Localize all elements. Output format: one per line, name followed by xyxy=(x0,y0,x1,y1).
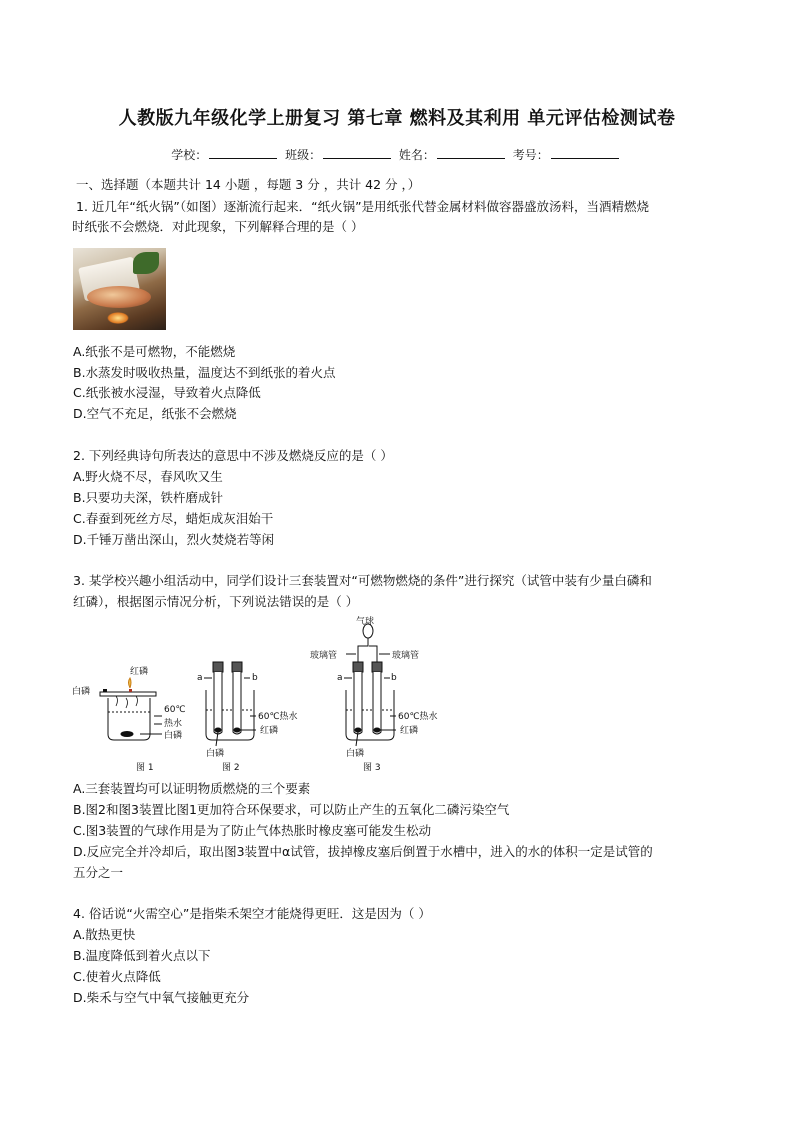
figure-3 xyxy=(344,624,396,746)
q3-stem-line2: 红磷），根据图示情况分析，下列说法错误的是（ ） xyxy=(73,594,359,609)
school-blank[interactable] xyxy=(209,147,277,159)
fig3-glass-left-label: 玻璃管 xyxy=(310,651,338,661)
beaker-2 xyxy=(206,690,254,740)
q2-option-c: C.春蚕到死丝方尽，蜡炬成灰泪始干 xyxy=(73,511,274,526)
copper-plate xyxy=(100,692,156,696)
fig1-temp-label: 60℃ xyxy=(164,705,186,715)
tube-b xyxy=(233,672,241,734)
q1-option-b: B.水蒸发时吸收热量，温度达不到纸张的着火点 xyxy=(73,365,336,380)
q3-option-a: A.三套装置均可以证明物质燃烧的三个要素 xyxy=(73,781,311,796)
fig1-caption: 图 1 xyxy=(136,763,154,773)
name-blank[interactable] xyxy=(437,147,505,159)
stopper-b xyxy=(232,662,242,672)
q2-stem: 2. 下列经典诗句所表达的意思中不涉及燃烧反应的是（ ） xyxy=(73,448,393,463)
q2-option-b: B.只要功夫深，铁杵磨成针 xyxy=(73,490,224,505)
fig1-white-p-label: 白磷 xyxy=(164,731,183,741)
fig2-white-p-label: 白磷 xyxy=(206,749,225,759)
q3-option-d: D.反应完全并冷却后，取出图3装置中α试管，拔掉橡皮塞后倒置于水槽中，进入的水的体积一定是试管的 xyxy=(73,844,653,859)
exam-no-label: 考号： xyxy=(512,148,549,162)
figure-1 xyxy=(100,678,162,740)
q1-option-d: D.空气不充足，纸张不会燃烧 xyxy=(73,406,237,421)
stopper-a xyxy=(213,662,223,672)
q2-option-d: D.千锤万凿出深山，烈火焚烧若等闲 xyxy=(73,532,275,547)
q2-option-a: A.野火烧不尽，春风吹又生 xyxy=(73,469,223,484)
q1-stem-line2: 时纸张不会燃烧．对此现象，下列解释合理的是（ ） xyxy=(72,219,364,234)
q3-option-b: B.图2和图3装置比图1更加符合环保要求，可以防止产生的五氧化二磷污染空气 xyxy=(73,802,510,817)
q4-option-c: C.使着火点降低 xyxy=(73,969,161,984)
fig2-hot-water-label: 60℃热水 xyxy=(258,712,298,722)
fig2-b-label: b xyxy=(252,673,258,683)
fig3-white-p-label: 白磷 xyxy=(346,749,365,759)
class-blank[interactable] xyxy=(323,147,391,159)
q1-option-c: C.纸张被水浸湿，导致着火点降低 xyxy=(73,385,261,400)
q4-option-d: D.柴禾与空气中氧气接触更充分 xyxy=(73,990,250,1005)
q4-option-a: A.散热更快 xyxy=(73,927,136,942)
fig3-b-label: b xyxy=(391,673,397,683)
fig1-white-p-left-label: 白磷 xyxy=(72,687,91,697)
section-heading: 一、选择题（本题共计 14 小题 ，每题 3 分 ，共计 42 分 ，） xyxy=(76,177,421,192)
fig2-a-label: a xyxy=(197,673,203,683)
q4-stem: 4. 俗话说“火需空心”是指柴禾架空才能烧得更旺．这是因为（ ） xyxy=(73,906,431,921)
school-label: 学校： xyxy=(171,148,208,162)
fig3-balloon-label: 气球 xyxy=(356,617,375,627)
fig2-red-p-label: 红磷 xyxy=(260,726,279,736)
figure-2 xyxy=(204,662,256,746)
fig1-red-p-label: 红磷 xyxy=(130,667,149,677)
q4-option-b: B.温度降低到着火点以下 xyxy=(73,948,211,963)
glass-tube-left xyxy=(358,638,368,662)
fig2-caption: 图 2 xyxy=(222,763,240,773)
page-title: 人教版九年级化学上册复习 第七章 燃料及其利用 单元评估检测试卷 xyxy=(118,108,676,129)
q1-stem-line1: 1. 近几年“纸火锅”（如图）逐渐流行起来．“纸火锅”是用纸张代替金属材料做容器盛放汤料，当酒精燃烧 xyxy=(76,199,650,214)
q3-option-c: C.图3装置的气球作用是为了防止气体热胀时橡皮塞可能发生松动 xyxy=(73,823,432,838)
tube-a xyxy=(214,672,222,734)
flame-icon xyxy=(129,678,132,688)
paper-hotpot-photo xyxy=(73,248,166,330)
fig3-red-p-label: 红磷 xyxy=(400,726,419,736)
student-info-line xyxy=(0,146,794,163)
fig3-hot-water-label: 60℃热水 xyxy=(398,712,438,722)
fig3-a-label: a xyxy=(337,673,343,683)
fig3-caption: 图 3 xyxy=(363,763,381,773)
fig3-glass-right-label: 玻璃管 xyxy=(392,651,420,661)
exam-no-blank[interactable] xyxy=(551,147,619,159)
glass-tube-right xyxy=(369,646,377,662)
fig1-hot-water-label: 热水 xyxy=(164,719,183,729)
q1-option-a: A.纸张不是可燃物，不能燃烧 xyxy=(73,344,236,359)
white-p-underwater xyxy=(121,732,133,737)
class-label: 班级： xyxy=(285,148,322,162)
name-label: 姓名： xyxy=(398,148,435,162)
q3-stem-line1: 3. 某学校兴趣小组活动中，同学们设计三套装置对“可燃物燃烧的条件”进行探究（试管中装有少量白磷和 xyxy=(73,573,652,588)
beaker-3 xyxy=(346,690,394,740)
q3-option-d-cont: 五分之一 xyxy=(73,865,124,880)
combustion-apparatus-figure xyxy=(70,616,450,776)
